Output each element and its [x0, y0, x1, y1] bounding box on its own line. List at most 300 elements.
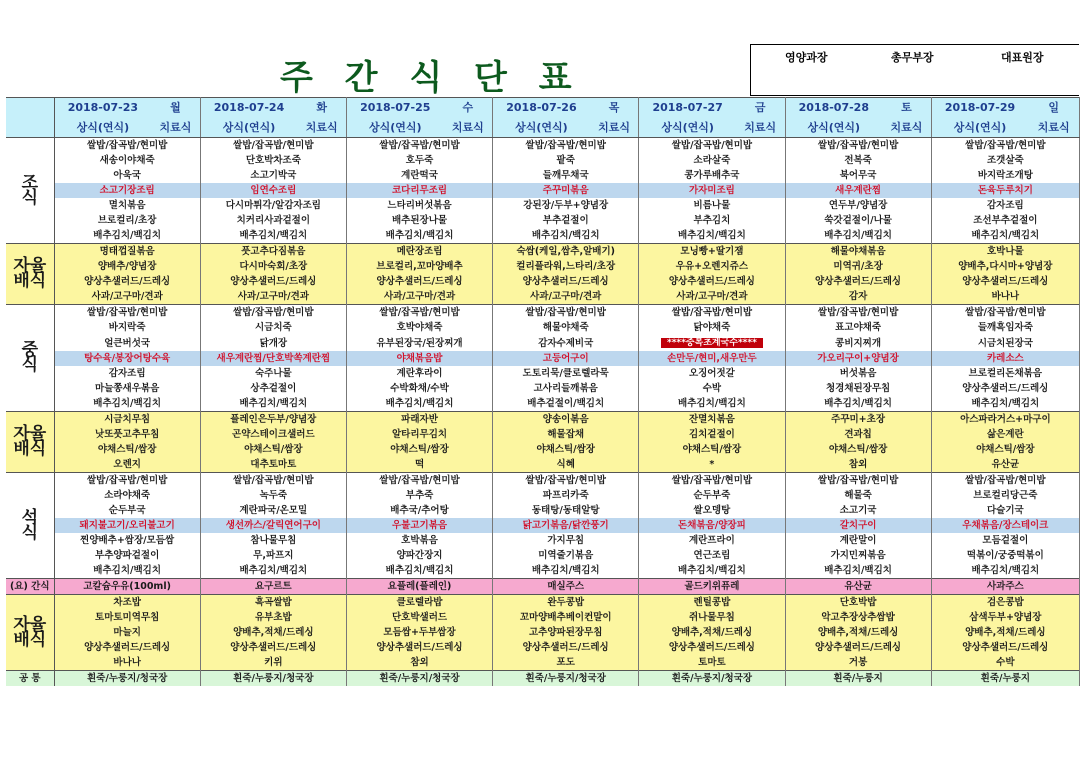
menu-item-cell: 호박볶음	[346, 533, 492, 548]
menu-item-cell: 쌀밥/잡곡밥/현미밥	[493, 138, 639, 154]
menu-item-cell: 부추김치	[639, 213, 785, 228]
meal-section-label: 공 통	[6, 671, 54, 687]
menu-item-cell: 사과/고구마/견과	[639, 289, 785, 305]
menu-item-cell: 메란장조림	[346, 244, 492, 260]
menu-item-cell: 감자	[785, 289, 931, 305]
menu-item-cell: 해물잡채	[493, 427, 639, 442]
menu-item-cell: 쌀밥/잡곡밥/현미밥	[931, 473, 1079, 489]
menu-item-cell: 쌀오뎅탕	[639, 503, 785, 518]
approval-nutrition-manager: 영양과장	[785, 51, 828, 64]
date-cell: 2018-07-29	[931, 98, 1028, 119]
menu-item-cell	[639, 335, 785, 351]
date-cell: 2018-07-23	[54, 98, 151, 119]
menu-item-cell: 흰죽/누룽지/청국장	[639, 671, 785, 687]
menu-item-cell: 양상추샐러드/드레싱	[785, 640, 931, 655]
menu-item-cell: 사과/고구마/견과	[54, 289, 200, 305]
menu-row	[6, 228, 1080, 244]
menu-item-cell: 양상추샐러드/드레싱	[54, 274, 200, 289]
menu-item-cell: 미역줄기볶음	[493, 548, 639, 563]
menu-item-cell: 우채볶음/장스테이크	[931, 518, 1079, 533]
menu-item-cell: 브로컬리돈채볶음	[931, 366, 1079, 381]
menu-item-cell: 양상추샐러드/드레싱	[493, 274, 639, 289]
menu-item-cell: 양상추샐러드/드레싱	[346, 640, 492, 655]
menu-item-cell: 배추된장나물	[346, 213, 492, 228]
menu-item-cell: 고추양파된장무침	[493, 625, 639, 640]
menu-item-cell: 쌀밥/잡곡밥/현미밥	[785, 473, 931, 489]
menu-row	[6, 655, 1080, 671]
menu-item-cell: 야채볶음밥	[346, 351, 492, 366]
menu-item-cell: 양상추샐러드/드레싱	[54, 640, 200, 655]
menu-row	[6, 305, 1080, 321]
menu-item-cell: 배추김치/백김치	[200, 396, 346, 412]
special-menu-badge: ****중복초계국수****	[661, 338, 763, 348]
menu-item-cell: 배추김치/백김치	[931, 563, 1079, 579]
menu-item-cell: 알타리무김치	[346, 427, 492, 442]
menu-item-cell: 감자수제비국	[493, 335, 639, 351]
menu-item-cell: 가지민찌볶음	[785, 548, 931, 563]
menu-item-cell: 식혜	[493, 457, 639, 473]
menu-item-cell: 야채스틱/쌈장	[931, 442, 1079, 457]
menu-row	[6, 289, 1080, 305]
approval-box	[750, 44, 1079, 96]
therapy-diet-label: 치료식	[1028, 118, 1079, 138]
menu-row	[6, 335, 1080, 351]
menu-item-cell: 흰죽/누룽지	[931, 671, 1079, 687]
menu-item-cell: 배추김치/백김치	[493, 563, 639, 579]
menu-item-cell: 클로렐라밥	[346, 595, 492, 611]
menu-item-cell: 부추죽	[346, 488, 492, 503]
menu-item-cell: 부추겉절이	[493, 213, 639, 228]
menu-row	[6, 457, 1080, 473]
menu-row	[6, 442, 1080, 457]
menu-item-cell: 해물야채볶음	[785, 244, 931, 260]
menu-item-cell: 계란후라이	[346, 366, 492, 381]
menu-item-cell: 파래자반	[346, 412, 492, 428]
menu-item-cell: 배추김치/백김치	[54, 563, 200, 579]
menu-item-cell: 미역귀/초장	[785, 259, 931, 274]
menu-item-cell: 양배추,적채/드레싱	[639, 625, 785, 640]
menu-item-cell: 흰죽/누룽지	[785, 671, 931, 687]
menu-item-cell: 생선까스/갈릭연어구이	[200, 518, 346, 533]
weekday-cell: 토	[882, 98, 931, 119]
menu-item-cell: 풋고추다짐볶음	[200, 244, 346, 260]
menu-item-cell: 표고야채죽	[785, 320, 931, 335]
menu-item-cell: 배추김치/백김치	[785, 228, 931, 244]
menu-item-cell: 플레인은두부/양념장	[200, 412, 346, 428]
menu-item-cell: 사과/고구마/견과	[346, 289, 492, 305]
menu-item-cell: 오징어젓갈	[639, 366, 785, 381]
therapy-diet-label: 치료식	[444, 118, 493, 138]
menu-row	[6, 473, 1080, 489]
date-cell: 2018-07-28	[785, 98, 882, 119]
menu-item-cell: 주꾸미볶음	[493, 183, 639, 198]
menu-item-cell: 악고추장상추쌈밥	[785, 610, 931, 625]
menu-item-cell: 우불고기볶음	[346, 518, 492, 533]
menu-item-cell: 강된장/두부+양념장	[493, 198, 639, 213]
corner-cell	[6, 98, 54, 119]
therapy-diet-label: 치료식	[297, 118, 346, 138]
menu-item-cell: 버섯볶음	[785, 366, 931, 381]
menu-item-cell: 카레소스	[931, 351, 1079, 366]
menu-item-cell: 쌀밥/잡곡밥/현미밥	[200, 473, 346, 489]
meal-section-label: (요) 간식	[6, 579, 54, 595]
weekday-cell: 화	[297, 98, 346, 119]
menu-item-cell: 양배추,적채/드레싱	[200, 625, 346, 640]
menu-row	[6, 198, 1080, 213]
menu-item-cell: 배추겉절이/백김치	[493, 396, 639, 412]
menu-item-cell: 배추김치/백김치	[346, 396, 492, 412]
menu-item-cell: 바나나	[931, 289, 1079, 305]
therapy-diet-label: 치료식	[151, 118, 200, 138]
menu-row	[6, 320, 1080, 335]
meal-section-label: 조 식	[6, 138, 54, 244]
menu-item-cell: 렌틸콩밥	[639, 595, 785, 611]
menu-item-cell: 탕수육/봉장어탕수육	[54, 351, 200, 366]
menu-item-cell: 참외	[346, 655, 492, 671]
menu-item-cell: 고등어구이	[493, 351, 639, 366]
menu-item-cell: 양배추,적채/드레싱	[785, 625, 931, 640]
menu-row	[6, 183, 1080, 198]
menu-item-cell: 모닝빵+딸기잼	[639, 244, 785, 260]
menu-item-cell: 양상추샐러드/드레싱	[639, 274, 785, 289]
menu-item-cell: 단호박밥	[785, 595, 931, 611]
menu-item-cell: 소라야채죽	[54, 488, 200, 503]
menu-item-cell: 호박나물	[931, 244, 1079, 260]
menu-item-cell: 소고기국	[785, 503, 931, 518]
menu-item-cell: 키위	[200, 655, 346, 671]
menu-item-cell: 유산균	[931, 457, 1079, 473]
menu-row	[6, 488, 1080, 503]
menu-item-cell: 배추국/추어탕	[346, 503, 492, 518]
menu-item-cell: 양송이볶음	[493, 412, 639, 428]
menu-item-cell: 대추토마토	[200, 457, 346, 473]
therapy-diet-label: 치료식	[882, 118, 931, 138]
menu-item-cell: 참외	[785, 457, 931, 473]
menu-item-cell: 쑥갓겉절이/나물	[785, 213, 931, 228]
menu-item-cell: 양상추샐러드/드레싱	[785, 274, 931, 289]
menu-item-cell: 토마토미역무침	[54, 610, 200, 625]
menu-item-cell: 콩비지찌개	[785, 335, 931, 351]
menu-row	[6, 563, 1080, 579]
menu-item-cell: 감자조림	[931, 198, 1079, 213]
menu-item-cell: 쌀밥/잡곡밥/현미밥	[785, 138, 931, 154]
menu-item-cell: 조선부추겉절이	[931, 213, 1079, 228]
menu-item-cell: 유부된장국/된장찌개	[346, 335, 492, 351]
menu-item-cell: 매실주스	[493, 579, 639, 595]
menu-row	[6, 518, 1080, 533]
menu-item-cell: 들깨흑임자죽	[931, 320, 1079, 335]
menu-item-cell: 골드키위퓨레	[639, 579, 785, 595]
menu-item-cell: 거봉	[785, 655, 931, 671]
menu-item-cell: 사과주스	[931, 579, 1079, 595]
menu-item-cell: 해물죽	[785, 488, 931, 503]
menu-item-cell: 순두부국	[54, 503, 200, 518]
regular-diet-label: 상식(연식)	[493, 118, 590, 138]
menu-item-cell: 조갯살죽	[931, 153, 1079, 168]
menu-item-cell: 배추김치/백김치	[639, 228, 785, 244]
menu-item-cell: 배추김치/백김치	[639, 396, 785, 412]
menu-row	[6, 610, 1080, 625]
menu-item-cell: 잔멸치볶음	[639, 412, 785, 428]
menu-item-cell: 쌀밥/잡곡밥/현미밥	[639, 473, 785, 489]
menu-item-cell: 가자미조림	[639, 183, 785, 198]
menu-item-cell: 흑곡쌀밥	[200, 595, 346, 611]
menu-row	[6, 259, 1080, 274]
menu-item-cell: 무,파프지	[200, 548, 346, 563]
menu-item-cell: 쌀밥/잡곡밥/현미밥	[931, 305, 1079, 321]
menu-item-cell: 계란떡국	[346, 168, 492, 183]
menu-item-cell: 코다리무조림	[346, 183, 492, 198]
menu-item-cell: 새송이야채죽	[54, 153, 200, 168]
menu-item-cell: 시금치된장국	[931, 335, 1079, 351]
menu-row	[6, 579, 1080, 595]
menu-row	[6, 640, 1080, 655]
menu-item-cell: 쌀밥/잡곡밥/현미밥	[200, 305, 346, 321]
menu-item-cell: 배추김치/백김치	[346, 228, 492, 244]
weekly-menu-table	[6, 97, 1080, 686]
menu-item-cell: 아욱국	[54, 168, 200, 183]
menu-item-cell: 고칼슘우유(100ml)	[54, 579, 200, 595]
menu-item-cell: 녹두죽	[200, 488, 346, 503]
menu-item-cell: 쌀밥/잡곡밥/현미밥	[346, 473, 492, 489]
menu-item-cell: 바지락죽	[54, 320, 200, 335]
menu-item-cell: 요플레(플레인)	[346, 579, 492, 595]
menu-item-cell: 감자조림	[54, 366, 200, 381]
menu-item-cell: 새우계란찜	[785, 183, 931, 198]
menu-item-cell: 숙쌈(케일,쌈추,알배기)	[493, 244, 639, 260]
menu-item-cell: 돈육두루치기	[931, 183, 1079, 198]
menu-row	[6, 351, 1080, 366]
menu-item-cell: 양배추/양념장	[54, 259, 200, 274]
menu-item-cell: 수박	[639, 381, 785, 396]
menu-item-cell: 쌀밥/잡곡밥/현미밥	[639, 138, 785, 154]
regular-diet-label: 상식(연식)	[346, 118, 443, 138]
menu-item-cell: 호두죽	[346, 153, 492, 168]
menu-item-cell: 호박야채죽	[346, 320, 492, 335]
weekday-cell: 수	[444, 98, 493, 119]
menu-row	[6, 503, 1080, 518]
menu-item-cell: 배추김치/백김치	[54, 396, 200, 412]
menu-item-cell: 주꾸미+초장	[785, 412, 931, 428]
menu-item-cell: 도토리묵/클로렐라묵	[493, 366, 639, 381]
menu-item-cell: 떡	[346, 457, 492, 473]
menu-row	[6, 381, 1080, 396]
menu-item-cell: 해물야채죽	[493, 320, 639, 335]
menu-item-cell: 비름나물	[639, 198, 785, 213]
menu-item-cell: 닭개장	[200, 335, 346, 351]
date-cell: 2018-07-26	[493, 98, 590, 119]
menu-item-cell: 순두부죽	[639, 488, 785, 503]
menu-item-cell: 흰죽/누룽지/청국장	[346, 671, 492, 687]
menu-item-cell: 닭야채죽	[639, 320, 785, 335]
menu-item-cell: 양상추샐러드/드레싱	[931, 274, 1079, 289]
menu-item-cell: 곤약스테이크샐러드	[200, 427, 346, 442]
meal-section-label: 중 식	[6, 305, 54, 412]
menu-item-cell: *	[639, 457, 785, 473]
menu-item-cell: 양파간장지	[346, 548, 492, 563]
menu-item-cell: 삼색두부+양념장	[931, 610, 1079, 625]
menu-row	[6, 671, 1080, 687]
menu-row	[6, 366, 1080, 381]
menu-item-cell: 삶은계란	[931, 427, 1079, 442]
menu-item-cell: 북어무국	[785, 168, 931, 183]
menu-item-cell: 사과/고구마/견과	[200, 289, 346, 305]
menu-item-cell: 브로컬리당근죽	[931, 488, 1079, 503]
menu-row	[6, 396, 1080, 412]
menu-item-cell: 흰죽/누룽지/청국장	[493, 671, 639, 687]
menu-item-cell: 느타리버섯볶음	[346, 198, 492, 213]
menu-item-cell: 다시마숙회/초장	[200, 259, 346, 274]
menu-item-cell: 쌀밥/잡곡밥/현미밥	[493, 473, 639, 489]
menu-item-cell: 다시마튀각/알감자조림	[200, 198, 346, 213]
menu-item-cell: 들깨무채국	[493, 168, 639, 183]
menu-item-cell: 계란프라이	[639, 533, 785, 548]
date-header-row	[6, 98, 1080, 119]
menu-item-cell: 쌀밥/잡곡밥/현미밥	[54, 473, 200, 489]
menu-item-cell: 소고기박국	[200, 168, 346, 183]
menu-row	[6, 625, 1080, 640]
menu-item-cell: 배추김치/백김치	[785, 563, 931, 579]
menu-item-cell: 팥죽	[493, 153, 639, 168]
menu-item-cell: 떡볶이/궁중떡볶이	[931, 548, 1079, 563]
date-cell: 2018-07-25	[346, 98, 443, 119]
therapy-diet-label: 치료식	[736, 118, 785, 138]
menu-item-cell: 소라살죽	[639, 153, 785, 168]
menu-item-cell: 돼지불고기/오리불고기	[54, 518, 200, 533]
menu-item-cell: 배추김치/백김치	[493, 228, 639, 244]
weekday-cell: 월	[151, 98, 200, 119]
menu-item-cell: 배추김치/백김치	[931, 396, 1079, 412]
menu-item-cell: 쌀밥/잡곡밥/현미밥	[493, 305, 639, 321]
menu-item-cell: 야채스틱/쌈장	[200, 442, 346, 457]
menu-item-cell: 오렌지	[54, 457, 200, 473]
menu-item-cell: 소고기장조림	[54, 183, 200, 198]
regular-diet-label: 상식(연식)	[639, 118, 736, 138]
menu-item-cell: 브로컬리/초장	[54, 213, 200, 228]
menu-item-cell: 상추겉절이	[200, 381, 346, 396]
menu-item-cell: 얼큰버섯국	[54, 335, 200, 351]
menu-item-cell: 양상추샐러드/드레싱	[931, 381, 1079, 396]
page-title: 주 간 식 단 표	[280, 58, 582, 98]
menu-item-cell: 꼬마양배추베이컨말이	[493, 610, 639, 625]
menu-item-cell: 흰죽/누룽지/청국장	[200, 671, 346, 687]
menu-item-cell: 단호박차조죽	[200, 153, 346, 168]
menu-item-cell: 새우계란찜/단호박쏙계란찜	[200, 351, 346, 366]
menu-row	[6, 427, 1080, 442]
menu-item-cell: 청경채된장무침	[785, 381, 931, 396]
weekday-cell: 일	[1028, 98, 1079, 119]
menu-item-cell: 낫또풋고추무침	[54, 427, 200, 442]
corner-cell	[6, 118, 54, 138]
weekday-cell: 목	[590, 98, 639, 119]
menu-item-cell: 부추양파겉절이	[54, 548, 200, 563]
menu-item-cell: 모듬겉절이	[931, 533, 1079, 548]
menu-item-cell: 유산균	[785, 579, 931, 595]
weekday-cell: 금	[736, 98, 785, 119]
menu-item-cell: 마늘지	[54, 625, 200, 640]
meal-section-label: 석 식	[6, 473, 54, 579]
menu-item-cell: 배추김치/백김치	[931, 228, 1079, 244]
menu-item-cell: 동태탕/동태알탕	[493, 503, 639, 518]
menu-item-cell: 파프리카죽	[493, 488, 639, 503]
menu-row	[6, 213, 1080, 228]
regular-diet-label: 상식(연식)	[200, 118, 297, 138]
menu-item-cell: 바나나	[54, 655, 200, 671]
menu-item-cell: 손만두/현미,새우만두	[639, 351, 785, 366]
menu-item-cell: 야채스틱/쌈장	[785, 442, 931, 457]
menu-item-cell: 포도	[493, 655, 639, 671]
menu-item-cell: 바지락조개탕	[931, 168, 1079, 183]
menu-item-cell: 배추김치/백김치	[639, 563, 785, 579]
menu-row	[6, 168, 1080, 183]
menu-item-cell: 돈채볶음/양장피	[639, 518, 785, 533]
menu-item-cell: 아스파라거스+마구이	[931, 412, 1079, 428]
regular-diet-label: 상식(연식)	[785, 118, 882, 138]
menu-item-cell: 차조밥	[54, 595, 200, 611]
regular-diet-label: 상식(연식)	[54, 118, 151, 138]
menu-item-cell: 멸치볶음	[54, 198, 200, 213]
menu-item-cell: 가오리구이+양념장	[785, 351, 931, 366]
menu-item-cell: 수박화채/수박	[346, 381, 492, 396]
menu-item-cell: 전복죽	[785, 153, 931, 168]
menu-row	[6, 138, 1080, 154]
menu-item-cell: 쌀밥/잡곡밥/현미밥	[931, 138, 1079, 154]
menu-item-cell: 양상추샐러드/드레싱	[346, 274, 492, 289]
menu-item-cell: 모듬쌈+두부쌈장	[346, 625, 492, 640]
menu-item-cell: 김치겉절이	[639, 427, 785, 442]
menu-item-cell: 배추김치/백김치	[54, 228, 200, 244]
menu-item-cell: 양상추샐러드/드레싱	[200, 274, 346, 289]
menu-item-cell: 쌀밥/잡곡밥/현미밥	[54, 138, 200, 154]
menu-item-cell: 야채스틱/쌈장	[639, 442, 785, 457]
meal-section-label: 자율 배식	[6, 244, 54, 305]
menu-item-cell: 야채스틱/쌈장	[493, 442, 639, 457]
menu-item-cell: 임연수조림	[200, 183, 346, 198]
menu-item-cell: 참나물무침	[200, 533, 346, 548]
approval-director: 대표원장	[1001, 51, 1044, 64]
menu-row	[6, 533, 1080, 548]
menu-item-cell: 찐양배추+쌈장/모듬쌈	[54, 533, 200, 548]
menu-item-cell: 컬리플라워,느타리/초장	[493, 259, 639, 274]
menu-item-cell: 다슬기국	[931, 503, 1079, 518]
menu-item-cell: 브로컬리,꼬마양배추	[346, 259, 492, 274]
diet-type-header-row	[6, 118, 1080, 138]
menu-item-cell: 검은콩밥	[931, 595, 1079, 611]
menu-item-cell: 고사리들깨볶음	[493, 381, 639, 396]
menu-item-cell: 명태껍질볶음	[54, 244, 200, 260]
menu-item-cell: 견과칩	[785, 427, 931, 442]
menu-item-cell: 계란파국/온모밀	[200, 503, 346, 518]
menu-item-cell: 시금치무침	[54, 412, 200, 428]
menu-item-cell: 야채스틱/쌈장	[54, 442, 200, 457]
menu-item-cell: 숙주나물	[200, 366, 346, 381]
menu-item-cell: 쌀밥/잡곡밥/현미밥	[346, 138, 492, 154]
menu-item-cell: 배추김치/백김치	[200, 563, 346, 579]
menu-item-cell: 우유+오렌지쥬스	[639, 259, 785, 274]
menu-item-cell: 콩가루배추국	[639, 168, 785, 183]
menu-row	[6, 595, 1080, 611]
menu-item-cell: 배추김치/백김치	[346, 563, 492, 579]
therapy-diet-label: 치료식	[590, 118, 639, 138]
menu-item-cell: 양배추,적채/드레싱	[931, 625, 1079, 640]
menu-item-cell: 가지무침	[493, 533, 639, 548]
menu-item-cell: 요구르트	[200, 579, 346, 595]
menu-row	[6, 274, 1080, 289]
date-cell: 2018-07-24	[200, 98, 297, 119]
menu-item-cell: 유부초밥	[200, 610, 346, 625]
menu-item-cell: 연근조림	[639, 548, 785, 563]
menu-item-cell: 완두콩밥	[493, 595, 639, 611]
